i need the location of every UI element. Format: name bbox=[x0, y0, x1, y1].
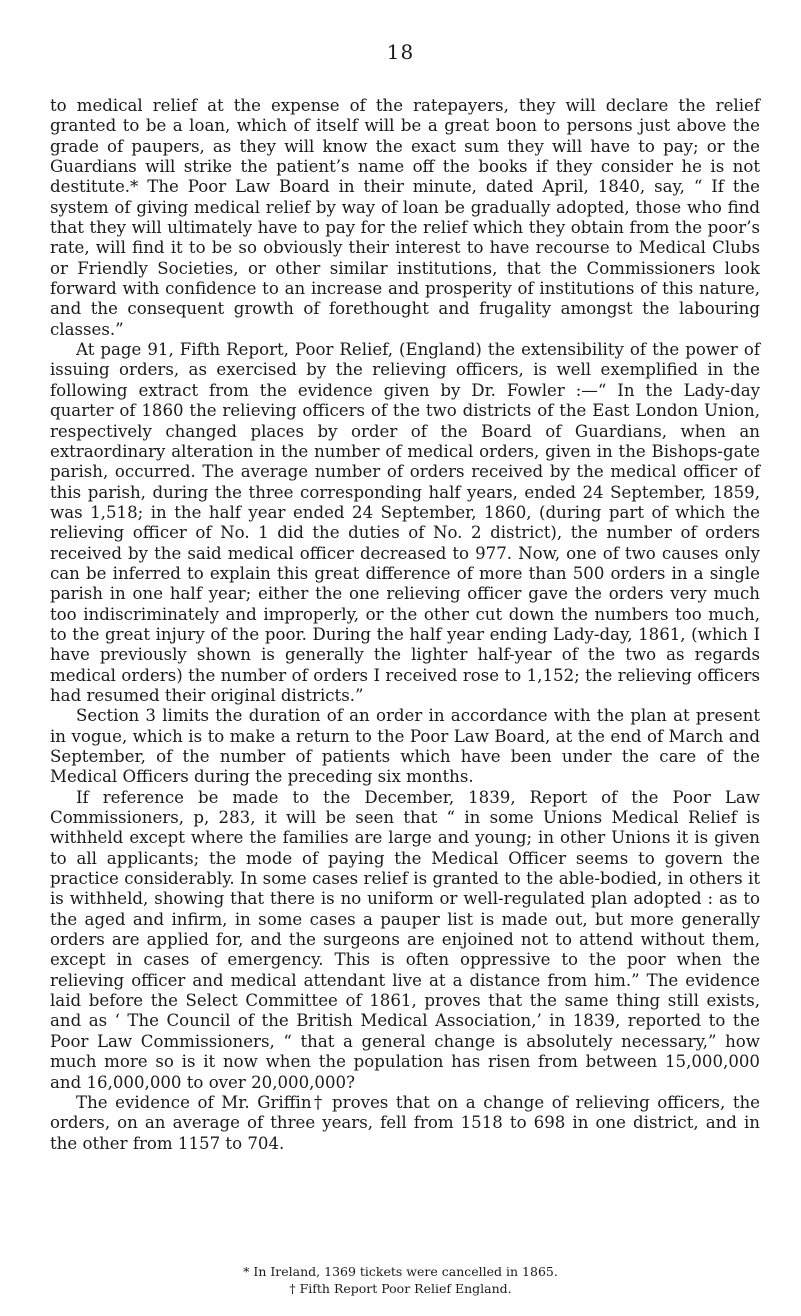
paragraph: to medical relief at the expense of the ratepayers, they will declare the relief granted to be a loan, which of itself will be a great boon to persons just above the grade of paupers, as they will know the exact sum they will have to pay; or the Guardians will strike the patient’s name off the books if they consider he is not destitute.* The Poor Law Board in their minute, dated April, 1840, say, “ If the system of giving medical relief by way of loan be gradually adopted, those who find that they will ultimately have to pay for the relief which they obtain from the poor’s rate, will find it to be so obviously their interest to have recourse to Medical Clubs or Friendly Societies, or other similar institutions, that the Commissioners look forward with confidence to an increase and prosperity of institutions of this nature, and the consequent growth of forethought and frugality amongst the labouring classes.” bbox=[50, 96, 760, 339]
paragraph: At page 91, Fifth Report, Poor Relief, (England) the extensibility of the power of issuing orders, as exercised by the relieving officers, is well exemplified in the following extract from the evidence given by Dr. Fowler :—“ In the Lady-day quarter of 1860 the relieving officers of the two districts of the East London Union, respectively changed places by order of the Board of Guardians, when an extraordinary alteration in the number of medical orders, given in the Bishops-gate parish, occurred. The average number of orders received by the medical officer of this parish, during the three corresponding half years, ended 24 September, 1859, was 1,518; in the half year ended 24 September, 1860, (during part of which the relieving officer of No. 1 did the duties of No. 2 district), the number of orders received by the said medical officer decreased to 977. Now, one of two causes only can be inferred to explain this great difference of more than 500 orders in a single parish in one half year; either the one relieving officer gave the orders very much too indiscriminately and improperly, or the other cut down the numbers too much, to the great injury of the poor. During the half year ending Lady-day, 1861, (which I have previously shown is generally the lighter half-year of the two as regards medical orders) the number of orders I received rose to 1,152; the relieving officers had resumed their original districts.” bbox=[50, 340, 760, 705]
page-number: 18 bbox=[386, 40, 415, 64]
body-text bbox=[50, 96, 760, 1154]
footnotes bbox=[0, 1263, 801, 1297]
paragraph: If reference be made to the December, 1839, Report of the Poor Law Commissioners, p, 283, it will be seen that “ in some Unions Medical Relief is withheld except where the families are large and young; in other Unions it is given to all applicants; the mode of paying the Medical Officer seems to govern the practice considerably. In some cases relief is granted to the able-bodied, in others it is withheld, showing that there is no uniform or well-regulated plan adopted : as to the aged and infirm, in some cases a pauper list is made out, but more generally orders are applied for, and the surgeons are enjoined not to attend without them, except in cases of emergency. This is often oppressive to the poor when the relieving officer and medical attendant live at a distance from him.” The evidence laid before the Select Committee of 1861, proves that the same thing still exists, and as ‘ The Council of the British Medical Association,’ in 1839, reported to the Poor Law Commissioners, “ that a general change is absolutely necessary,” how much more so is it now when the population has risen from between 15,000,000 and 16,000,000 to over 20,000,000? bbox=[50, 787, 760, 1092]
paragraph: Section 3 limits the duration of an order in accordance with the plan at present in vogue, which is to make a return to the Poor Law Board, at the end of March and September, of the number of patients which have been under the care of the Medical Officers during the preceding six months. bbox=[50, 706, 760, 787]
paragraph: The evidence of Mr. Griffin† proves that on a change of relieving officers, the orders, on an average of three years, fell from 1518 to 698 in one district, and in the other from 1157 to 704. bbox=[50, 1092, 760, 1153]
footnote: † Fifth Report Poor Relief England. bbox=[289, 1281, 512, 1296]
footnote: * In Ireland, 1369 tickets were cancelled in 1865. bbox=[243, 1264, 558, 1279]
